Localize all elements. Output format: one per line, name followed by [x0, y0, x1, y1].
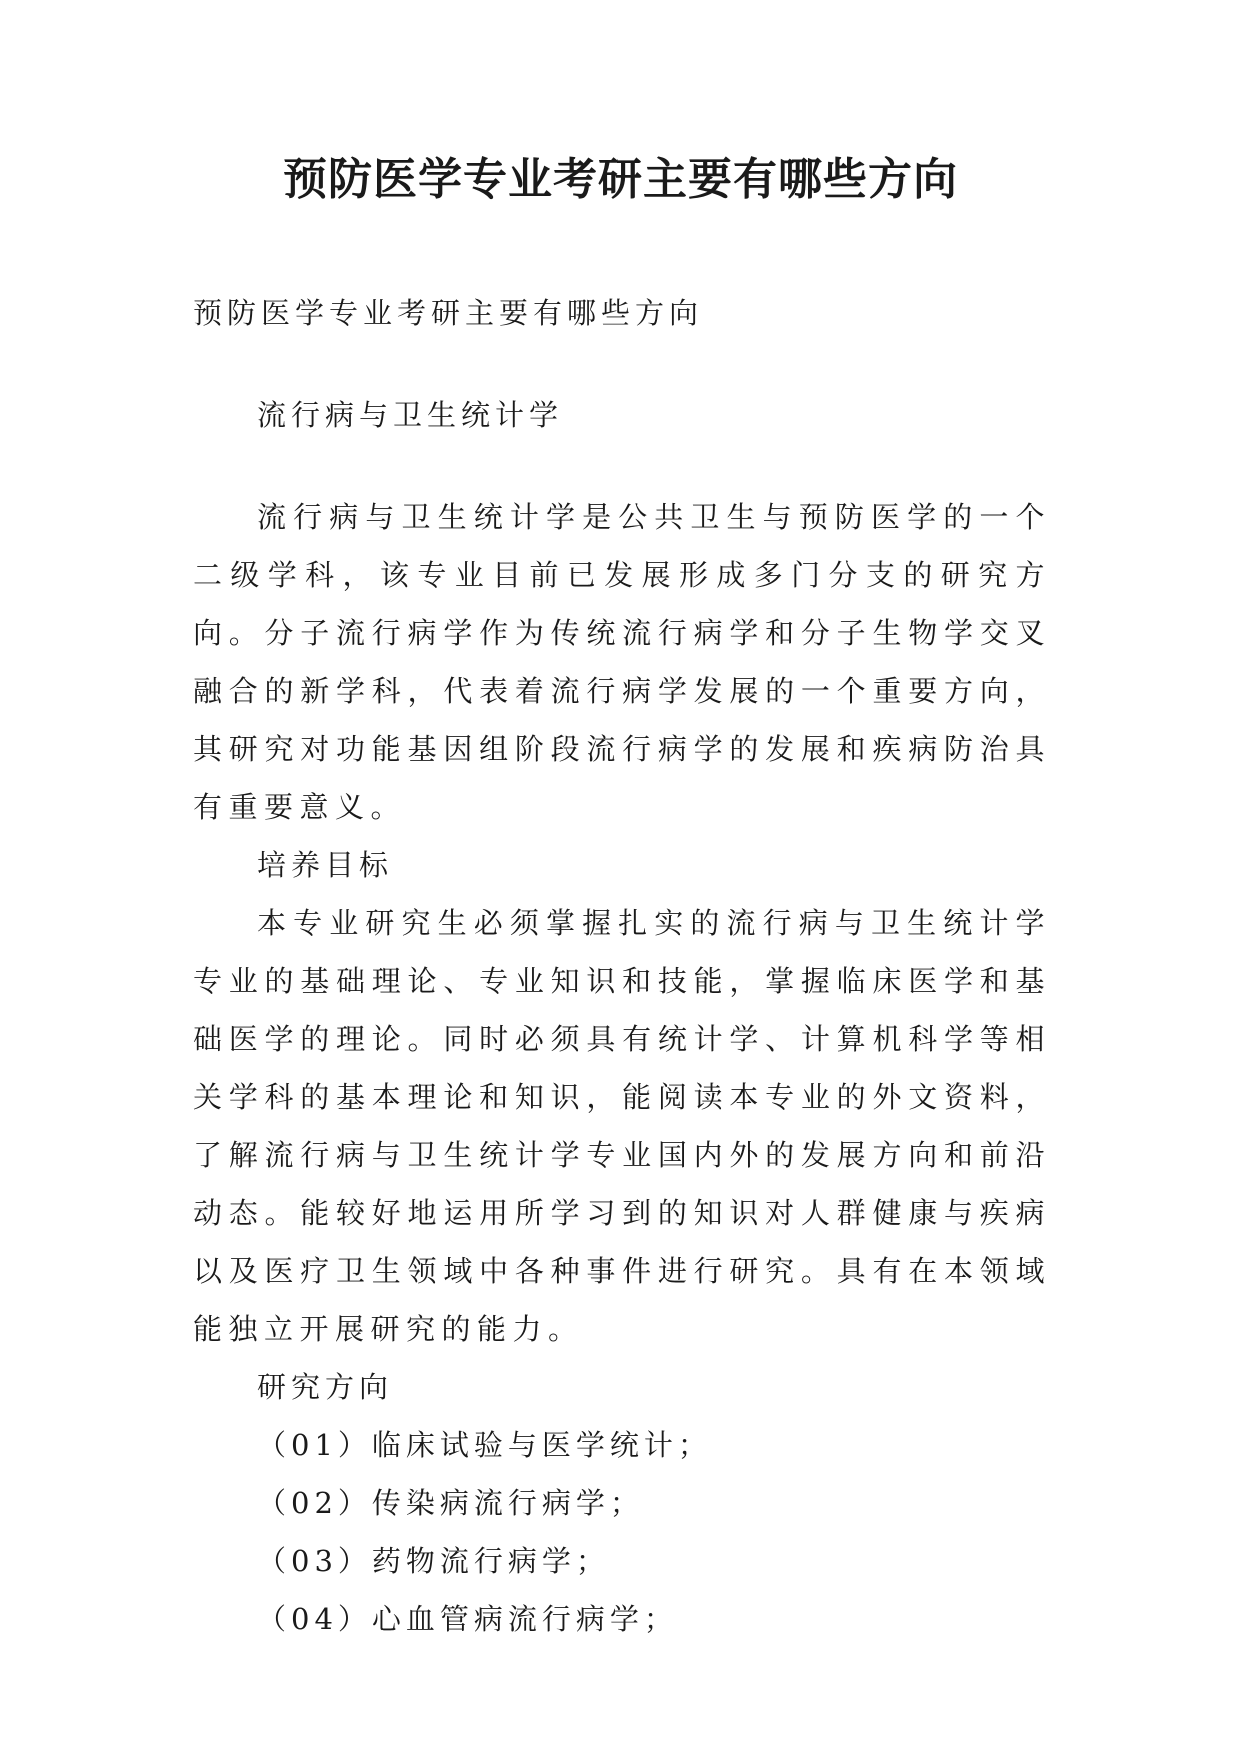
direction-item: （01）临床试验与医学统计； [257, 1428, 712, 1462]
directions-list [193, 1416, 1051, 1648]
goal-heading: 培养目标 [257, 848, 394, 882]
section-heading-epidemiology: 流行病与卫生统计学 [257, 398, 564, 432]
direction-item: （02）传染病流行病学； [257, 1486, 644, 1520]
document-subtitle: 预防医学专业考研主要有哪些方向 [193, 296, 704, 330]
intro-paragraph: 流行病与卫生统计学是公共卫生与预防医学的一个二级学科，该专业目前已发展形成多门分支的研究方向。分子流行病学作为传统流行病学和分子生物学交叉融合的新学科，代表着流行病学发展的一个重要方向，其研究对功能基因组阶段流行病学的发展和疾病防治具有重要意义。 [193, 500, 1051, 824]
document-body [193, 284, 1051, 1648]
direction-item: （04）心血管病流行病学； [257, 1602, 678, 1636]
direction-item: （03）药物流行病学； [257, 1544, 610, 1578]
document-title: 预防医学专业考研主要有哪些方向 [283, 154, 958, 205]
directions-heading: 研究方向 [257, 1370, 394, 1404]
goal-paragraph: 本专业研究生必须掌握扎实的流行病与卫生统计学专业的基础理论、专业知识和技能，掌握临床医学和基础医学的理论。同时必须具有统计学、计算机科学等相关学科的基本理论和知识，能阅读本专业的外文资料，了解流行病与卫生统计学专业国内外的发展方向和前沿动态。能较好地运用所学习到的知识对人群健康与疾病以及医疗卫生领域中各种事件进行研究。具有在本领域能独立开展研究的能力。 [193, 906, 1051, 1346]
